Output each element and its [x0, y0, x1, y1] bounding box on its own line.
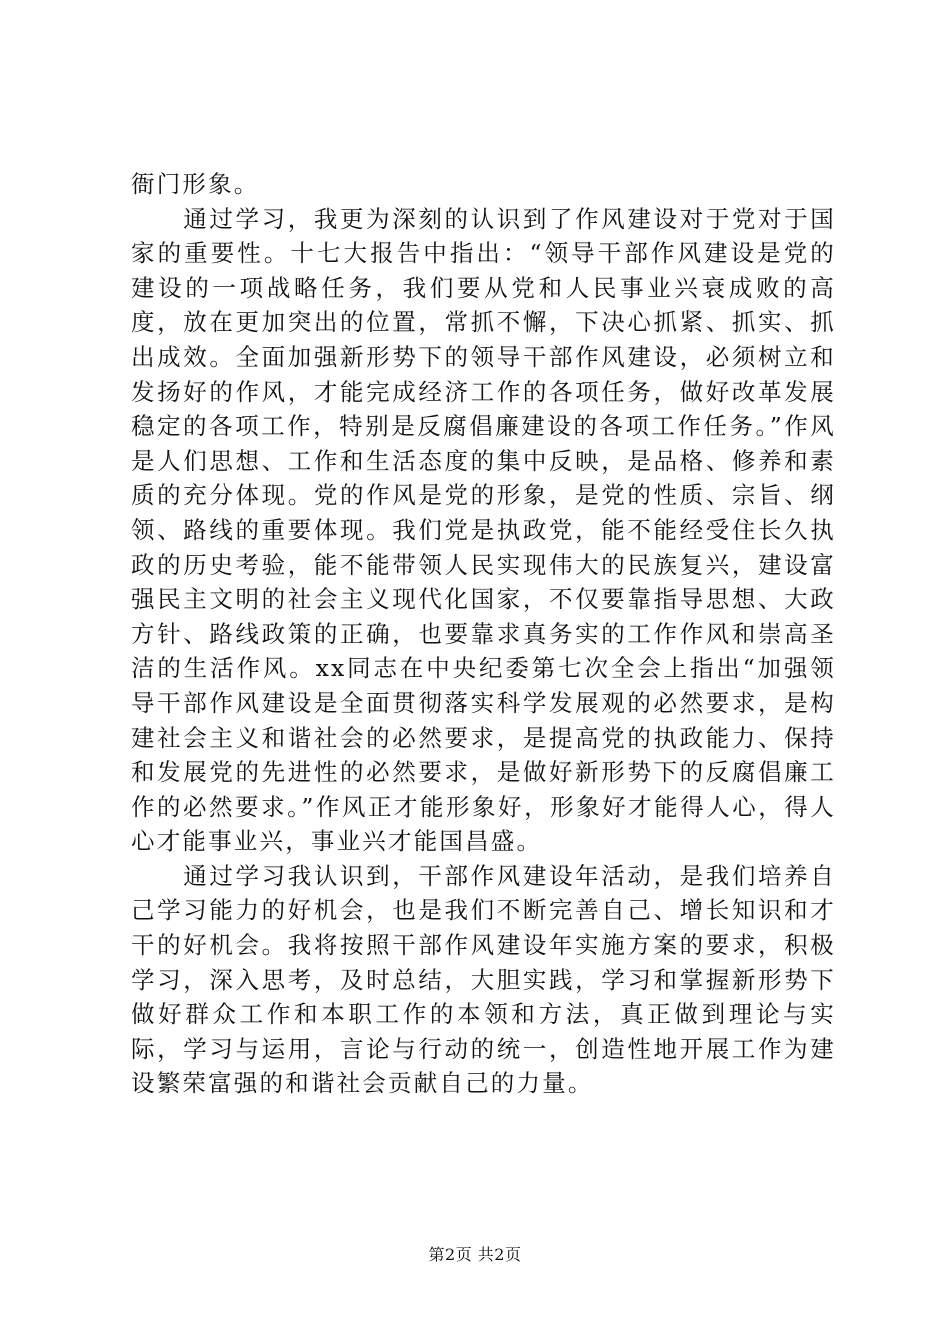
paragraph-style-importance: 通过学习，我更为深刻的认识到了作风建设对于党对于国家的重要性。十七大报告中指出：“领导干部作风建设是党的建设的一项战略任务，我们要从党和人民事业兴衰成败的高度，放在更加突出的位置，常抓不懈，下决心抓紧、抓实、抓出成效。全面加强新形势下的领导干部作风建设，必须树立和发扬好的作风，才能完成经济工作的各项任务，做好改革发展稳定的各项工作，特别是反腐倡廉建设的各项工作任务。”作风是人们思想、工作和生活态度的集中反映，是品格、修养和素质的充分体现。党的作风是党的形象，是党的性质、宗旨、纲领、路线的重要体现。我们党是执政党，能不能经受住长久执政的历史考验，能不能带领人民实现伟大的民族复兴，建设富强民主文明的社会主义现代化国家，不仅要靠指导思想、大政方针、路线政策的正确，也要靠求真务实的工作作风和崇高圣洁的生活作风。xx同志在中央纪委第七次全会上指出“加强领导干部作风建设是全面贯彻落实科学发展观的必然要求，是构建社会主义和谐社会的必然要求，是提高党的执政能力、保持和发展党的先进性的必然要求，是做好新形势下的反腐倡廉工作的必然要求。”作风正才能形象好，形象好才能得人心，得人心才能事业兴，事业兴才能国昌盛。 — [131, 204, 836, 856]
document-body — [131, 167, 836, 1101]
paragraph-continuation: 衙门形象。 — [131, 170, 260, 198]
paragraph-learning-commitment: 通过学习我认识到，干部作风建设年活动，是我们培养自己学习能力的好机会，也是我们不断完善自己、增长知识和才干的好机会。我将按照干部作风建设年实施方案的要求，积极学习，深入思考，及时总结，大胆实践，学习和掌握新形势下做好群众工作和本职工作的本领和方法，真正做到理论与实际，学习与运用，言论与行动的统一，创造性地开展工作为建设繁荣富强的和谐社会贡献自己的力量。 — [131, 861, 836, 1098]
page-footer: 第2页 共2页 — [428, 1245, 522, 1264]
